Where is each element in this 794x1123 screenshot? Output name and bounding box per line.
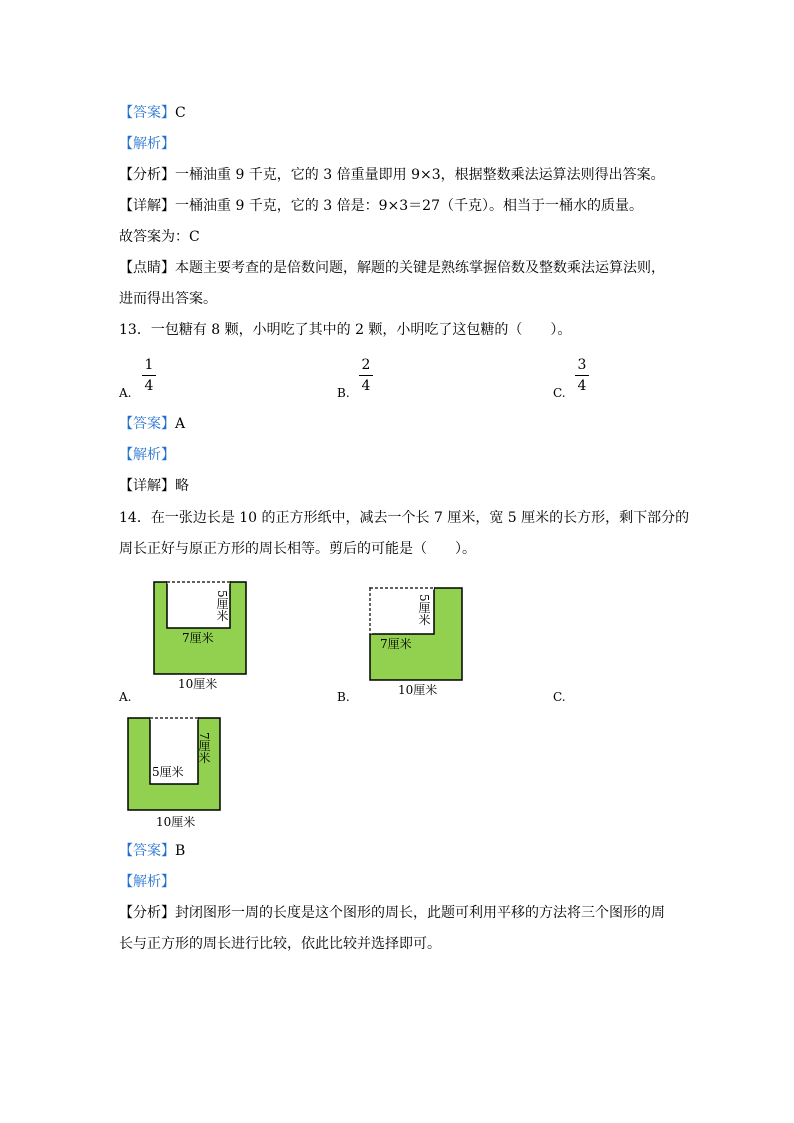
q12-xiangjie: [119, 196, 643, 216]
q14-option-a-label: A.: [119, 690, 132, 704]
q12-analysis: [119, 134, 175, 154]
q14-option-c-label: C.: [553, 690, 566, 704]
q14-figure-a: [150, 578, 250, 690]
fraction-bar: [142, 375, 156, 376]
xiangjie-tag: 【详解】: [119, 478, 175, 494]
q13-analysis: [119, 445, 175, 465]
q12-fenxi: [119, 165, 665, 185]
fenxi-tag: 【分析】: [119, 905, 175, 921]
numerator: 3: [577, 357, 587, 373]
inner-label: 5厘米: [152, 765, 184, 779]
side-label: 5厘米: [215, 590, 229, 622]
q13-option-a-label: A.: [119, 386, 132, 400]
answer-value: C: [175, 105, 186, 121]
answer-value: A: [175, 416, 186, 432]
q12-final: 故答案为：C: [119, 229, 200, 245]
analysis-tag: 【解析】: [119, 874, 175, 890]
q14-analysis: [119, 872, 175, 892]
answer-tag: 【答案】: [119, 843, 175, 859]
denominator: 4: [144, 378, 154, 394]
fraction-bar: [359, 375, 373, 376]
outer-label: 10厘米: [156, 815, 196, 829]
outer-label: 10厘米: [398, 683, 438, 696]
analysis-tag: 【解析】: [119, 136, 175, 152]
q14-question: 14．在一张边长是 10 的正方形纸中，减去一个长 7 厘米，宽 5 厘米的长方形，剩下部分的: [119, 510, 690, 526]
q12-dianjing: [119, 258, 665, 278]
dianjing-tag: 【点睛】: [119, 260, 175, 276]
q14-answer: [119, 841, 185, 861]
xiangjie-tag: 【详解】: [119, 198, 175, 214]
answer-tag: 【答案】: [119, 416, 175, 432]
outer-label: 10厘米: [178, 677, 218, 690]
inner-label: 7厘米: [182, 631, 214, 645]
q14-question-cont: 周长正好与原正方形的周长相等。剪后的可能是（ ）。: [119, 541, 476, 557]
side-label: 5厘米: [417, 594, 431, 626]
fenxi-text: 一桶油重 9 千克，它的 3 倍重量即用 9×3，根据整数乘法运算法则得出答案。: [175, 167, 665, 183]
side-label: 7厘米: [197, 732, 211, 764]
q13-option-c-fraction: [575, 357, 589, 394]
xiangjie-text: 略: [175, 478, 189, 494]
answer-value: B: [175, 843, 186, 859]
fenxi-text: 封闭图形一周的长度是这个图形的周长，此题可利用平移的方法将三个图形的周: [175, 905, 665, 921]
q13-answer: [119, 414, 185, 434]
fraction-bar: [575, 375, 589, 376]
fenxi-tag: 【分析】: [119, 167, 175, 183]
q14-figure-c: [124, 714, 224, 830]
q14-fenxi-cont: 长与正方形的周长进行比较，依此比较并选择即可。: [119, 936, 441, 952]
answer-tag: 【答案】: [119, 105, 175, 121]
q13-option-a-fraction: [142, 357, 156, 394]
q14-fenxi: [119, 903, 665, 923]
q13-question: 13．一包糖有 8 颗，小明吃了其中的 2 颗，小明吃了这包糖的（ ）。: [119, 322, 572, 338]
q13-option-c-label: C.: [553, 386, 566, 400]
q13-option-b-label: B.: [337, 386, 350, 400]
q12-answer: [119, 103, 186, 123]
q13-option-b-fraction: [359, 357, 373, 394]
q12-dianjing-cont: 进而得出答案。: [119, 291, 217, 307]
inner-label: 7厘米: [380, 637, 412, 651]
q14-figure-b: [366, 584, 466, 696]
denominator: 4: [577, 378, 587, 394]
numerator: 1: [144, 357, 154, 373]
numerator: 2: [361, 357, 371, 373]
dianjing-text: 本题主要考查的是倍数问题，解题的关键是熟练掌握倍数及整数乘法运算法则，: [175, 260, 665, 276]
xiangjie-text: 一桶油重 9 千克，它的 3 倍是：9×3＝27（千克）。相当于一桶水的质量。: [175, 198, 643, 214]
analysis-tag: 【解析】: [119, 447, 175, 463]
denominator: 4: [361, 378, 371, 394]
q13-xiangjie: [119, 476, 189, 496]
q14-option-b-label: B.: [337, 690, 350, 704]
